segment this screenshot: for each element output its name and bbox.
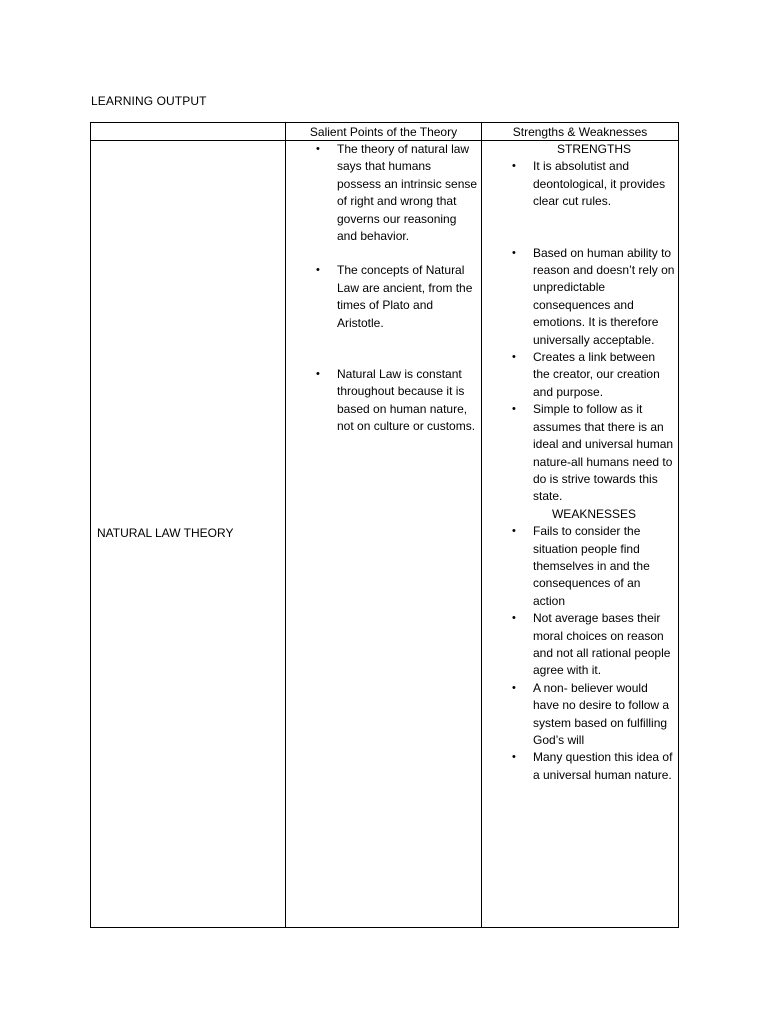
bullet-icon: • [512, 351, 516, 364]
bullet-icon: • [512, 403, 516, 416]
theory-name: NATURAL LAW THEORY [97, 526, 234, 541]
theory-table [90, 122, 679, 928]
salient-point-text: Natural Law is constant throughout because it is based on human nature, not on culture or customs. [337, 367, 476, 434]
bullet-icon: • [512, 612, 516, 625]
header-cell-theory [91, 123, 286, 141]
list-item [482, 610, 678, 680]
table-row [91, 141, 679, 928]
bullet-icon: • [512, 681, 516, 694]
weakness-text: A non- believer would have no desire to follow a system based on fulfilling God’s will [533, 680, 670, 747]
list-item [286, 262, 481, 332]
strength-text: It is absolutist and deontological, it provides clear cut rules. [533, 159, 666, 209]
strength-text: Simple to follow as it assumes that there is an ideal and universal human nature-all humans need to do is strive towards this state. [533, 402, 674, 504]
document-title: LEARNING OUTPUT [91, 94, 207, 108]
weaknesses-heading: WEAKNESSES [551, 506, 637, 521]
bullet-icon: • [512, 525, 516, 538]
strengths-list [482, 158, 678, 505]
salient-points-list [286, 141, 481, 436]
list-item [482, 523, 678, 610]
strengths-weaknesses-cell [482, 141, 679, 928]
weakness-text: Many question this idea of a universal human nature. [533, 750, 673, 782]
list-item [482, 401, 678, 505]
weakness-text: Not average bases their moral choices on reason and not all rational people agree with it. [533, 611, 671, 678]
weakness-text: Fails to consider the situation people find themselves in and the consequences of an action [533, 524, 650, 608]
strengths-heading: STRENGTHS [556, 142, 631, 156]
strength-text: Creates a link between the creator, our creation and purpose. [533, 350, 660, 399]
salient-point-text: The theory of natural law says that humans possess an intrinsic sense of right and wrong that governs our reasoning and behavior. [337, 142, 478, 244]
list-item [286, 366, 481, 436]
bullet-icon: • [316, 264, 320, 277]
list-item [286, 141, 481, 245]
bullet-icon: • [316, 143, 320, 155]
list-item [482, 245, 678, 349]
list-item [482, 158, 678, 210]
strength-text: Based on human ability to reason and doesn’t rely on unpredictable consequences and emotions. It is therefore universally acceptable. [533, 245, 675, 347]
list-item [482, 680, 678, 750]
theory-name-cell [91, 141, 286, 928]
salient-points-cell [286, 141, 482, 928]
bullet-icon: • [512, 160, 516, 173]
bullet-icon: • [512, 246, 516, 259]
table-header-row [91, 123, 679, 141]
bullet-icon: • [512, 751, 516, 764]
list-item [482, 749, 678, 784]
salient-point-text: The concepts of Natural Law are ancient, from the times of Plato and Aristotle. [337, 263, 473, 330]
weaknesses-list [482, 523, 678, 784]
bullet-icon: • [316, 368, 320, 381]
header-cell-strengths-weaknesses: Strengths & Weaknesses [482, 123, 679, 141]
header-cell-salient-points: Salient Points of the Theory [286, 123, 482, 141]
list-item [482, 349, 678, 401]
